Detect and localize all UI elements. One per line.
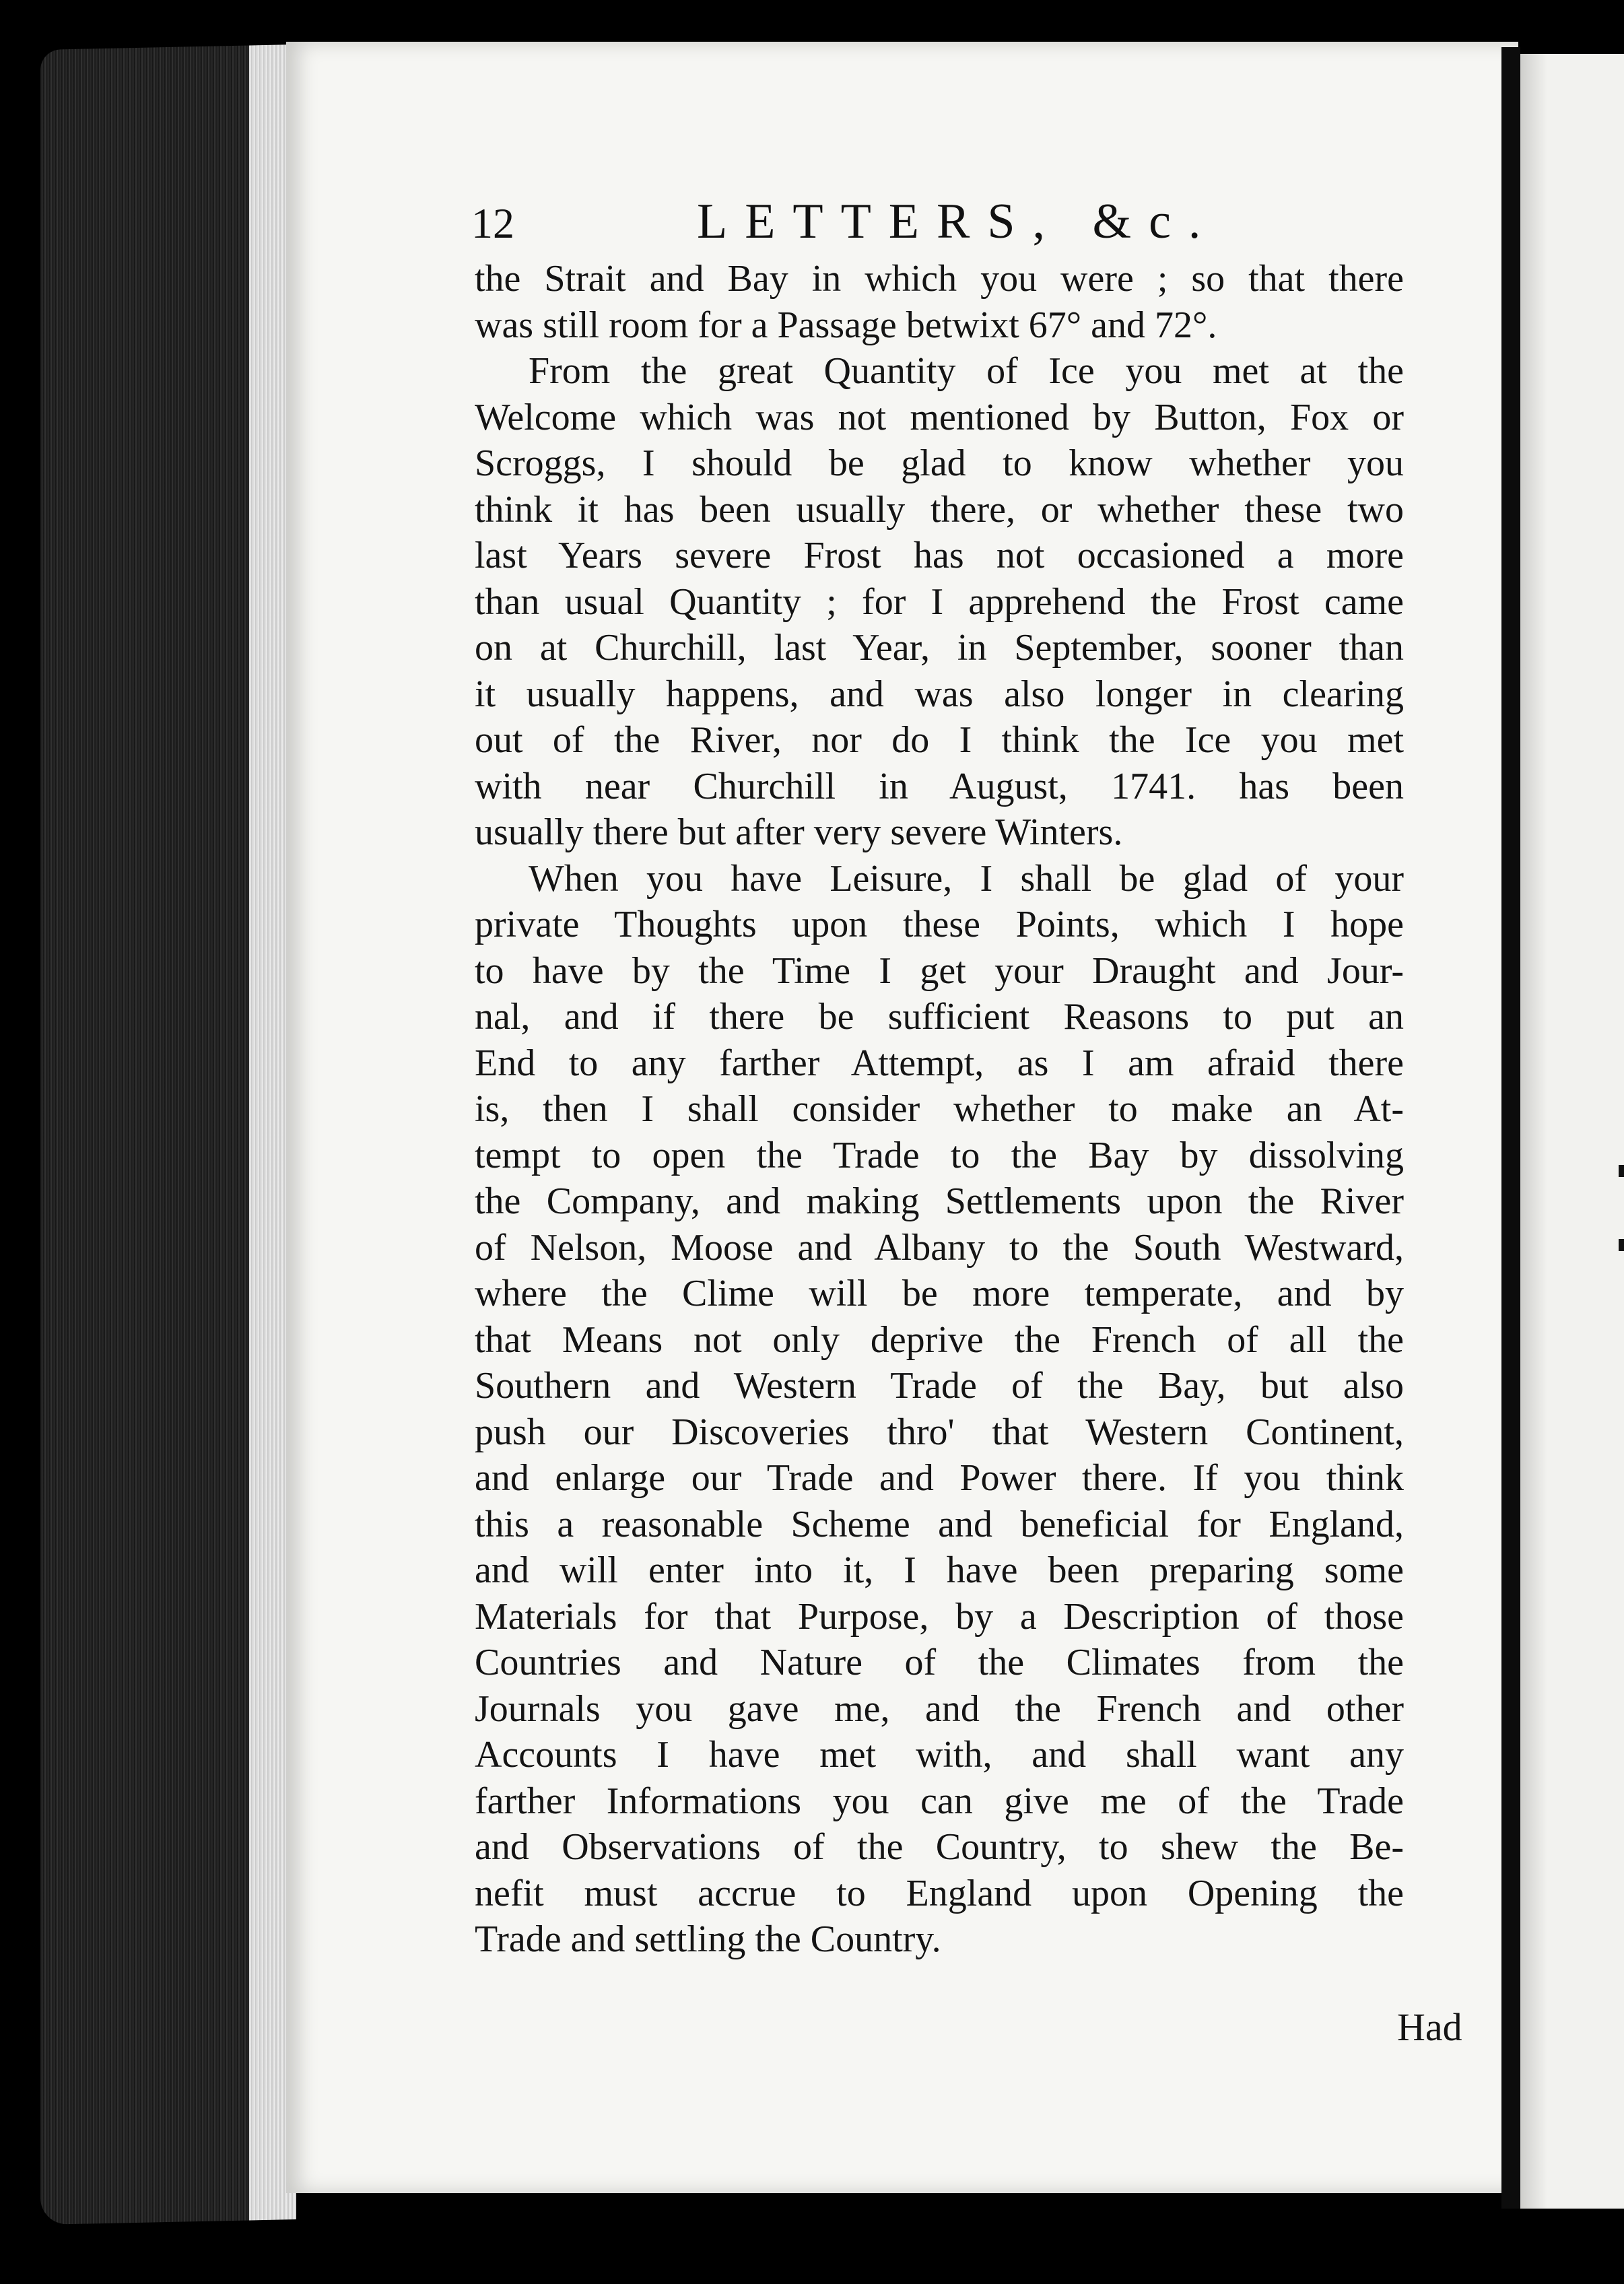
running-head <box>471 160 1400 254</box>
text-line: is, then I shall consider whether to make an At- <box>475 1088 1404 1130</box>
text-line: When you have Leisure, I shall be glad of your <box>529 857 1404 900</box>
book-page-edges <box>40 44 296 2225</box>
text-line: think it has been usually there, or whether these two <box>475 488 1404 531</box>
text-line: and enlarge our Trade and Power there. If you think <box>475 1457 1404 1499</box>
text-line: this a reasonable Scheme and beneficial for England, <box>475 1503 1404 1545</box>
facing-page-edge <box>1520 54 1624 2209</box>
text-line: farther Informations you can give me of the Trade <box>475 1780 1404 1822</box>
text-line: it usually happens, and was also longer in clearing <box>475 673 1404 715</box>
text-line: and will enter into it, I have been preparing some <box>475 1549 1404 1591</box>
text-line: Welcome which was not mentioned by Button, Fox or <box>475 396 1404 438</box>
text-line: on at Churchill, last Year, in September, sooner than <box>475 627 1404 669</box>
body-text <box>475 256 1404 1963</box>
book-gutter <box>1501 47 1520 2209</box>
text-line: From the great Quantity of Ice you met at the <box>529 350 1404 392</box>
text-line: Accounts I have met with, and shall want any <box>475 1734 1404 1776</box>
show-through-mark <box>1619 1239 1624 1251</box>
text-line: Countries and Nature of the Climates from the <box>475 1642 1404 1683</box>
text-line: Journals you gave me, and the French and other <box>475 1687 1404 1730</box>
text-line: End to any farther Attempt, as I am afraid there <box>475 1042 1404 1084</box>
text-line: was still room for a Passage betwixt 67° and 72°. <box>475 304 1217 346</box>
text-line: of Nelson, Moose and Albany to the South Westward, <box>475 1226 1404 1269</box>
text-line: with near Churchill in August, 1741. has been <box>475 765 1404 807</box>
text-line: to have by the Time I get your Draught and Jour- <box>475 949 1404 992</box>
text-line: Southern and Western Trade of the Bay, but also <box>475 1365 1404 1407</box>
text-line: the Company, and making Settlements upon the River <box>475 1180 1404 1222</box>
text-line: that Means not only deprive the French of all the <box>475 1318 1404 1361</box>
text-line: push our Discoveries thro' that Western Continent, <box>475 1411 1404 1453</box>
text-line: and Observations of the Country, to shew the Be- <box>475 1826 1404 1868</box>
catchword: Had <box>1397 2005 1462 2049</box>
text-line: out of the River, nor do I think the Ice you met <box>475 719 1404 761</box>
text-line: Scroggs, I should be glad to know whether you <box>475 442 1404 484</box>
page-number: 12 <box>471 199 514 247</box>
text-line: usually there but after very severe Winters. <box>475 811 1123 853</box>
text-line: the Strait and Bay in which you were ; so that there <box>475 258 1404 300</box>
text-line: last Years severe Frost has not occasioned a more <box>475 535 1404 576</box>
text-line: Materials for that Purpose, by a Description of those <box>475 1595 1404 1638</box>
text-line: Trade and settling the Country. <box>475 1918 941 1960</box>
text-line: than usual Quantity ; for I apprehend the Frost came <box>475 580 1404 623</box>
show-through-mark <box>1619 1165 1624 1177</box>
text-line: where the Clime will be more temperate, and by <box>475 1273 1404 1314</box>
text-line: private Thoughts upon these Points, which I hope <box>475 904 1404 945</box>
book-page <box>286 42 1518 2193</box>
text-line: nefit must accrue to England upon Opening the <box>475 1872 1404 1914</box>
text-line: nal, and if there be sufficient Reasons to put an <box>475 996 1404 1038</box>
text-line: tempt to open the Trade to the Bay by dissolving <box>475 1134 1404 1176</box>
running-title: LETTERS, &c. <box>697 194 1219 249</box>
